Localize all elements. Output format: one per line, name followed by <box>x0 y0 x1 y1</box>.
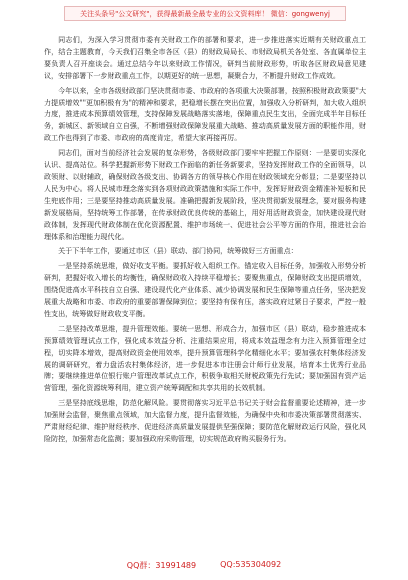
footer-qq-group: QQ群：31991489 <box>126 561 197 570</box>
paragraph-next-steps: 关于下半年工作，要通过市区（县）联动、部门协同，统筹做好三方面重点： <box>58 246 298 256</box>
footer-qq: QQ:535304092 <box>220 560 282 569</box>
paragraph-intro: 同志们，为深入学习贯彻市委有关财政工作的部署和要求，进一步推进落实近期有关财政重点工作，结合主题教育，今天我们召集全市各区（县）的财政局局长、市财政局机关各处室、各直属单位主要负责人召开座谈会。通过总结今年以来财政工作情况，研判当前财政形势，听取各区财政局意见建议，安排部署下一步财政重点工作，以期更好的统一思想，凝聚合力，不断提升财政工作成效。 <box>44 35 366 80</box>
paragraph-review: 今年以来，全市各级财政部门坚决贯彻市委、市政府的各项重大决策部署，按照积极财政政策要"大力提质增效""更加积极有为"的精神和要求，把稳增长摆在突出位置，加强收入分析研判，加大收入组织力度，推进成本预算绩效管理，支持保障发展战略落实落地，保障重点民生支出，全面完成半年目标任务，新城区、新领域自立自强，不断增强财政保障发展重大战略、推动高质量发展方面的职能作用，财政工作也得到了市委、市政府的高度肯定，希望大家再接再厉。 <box>44 85 366 143</box>
paragraph-principles: 同志们，面对当前经济社会发展的复杂形势，各级财政部门要牢牢把握工作原则：一是要切实深化认识、提高站位。科学把握新形势下财政工作面临的新任务新要求，坚持发挥财政工作的全面领导，以政领财、以财辅政，确保财政各级支出、协调各方的领导核心作用在财政领域充分彰显；二是要坚持以人民为中心。将人民城市理念落实到各项财政政策措施和实际工作中，发挥好财政资金精准补短板和民生兜底作用；三是要坚持推动高质量发展。准确把握新发展阶段，坚决贯彻新发展理念，要对服务构建新发展格局，坚持统筹工作部署，在传承财政优良传统的基础上，用好用活财政资金，加快建设现代财政体制，发挥现代财政体制在优化资源配置、维护市场统一、促进社会公平等方面的作用，推进社会治理体系和治理能力现代化。 <box>44 148 366 241</box>
paragraph-point-three: 三是坚持底线思维，防范化解风险。要贯彻落实习近平总书记关于财会监督重要论述精神，进一步加强财会监督，聚焦重点领域，加大监督力度，提升监督效能，为确保中央和市委决策部署贯彻落实、严肃财经纪律、维护财经秩序、促进经济高质量发展提供坚强保障；要防范化解财政运行风险，强化风险防控，加强常态化监测；要加强政府采购管理，切实规范政府购买服务行为。 <box>44 398 366 443</box>
top-banner: 关注头条号"公文研究"，获得最新最全最专业的公文资料库！ 微信：gongwenyj <box>64 6 346 21</box>
paragraph-point-one: 一是坚持系统思维，做好收支平衡。要抓好收入组织工作。锚定收入目标任务，加强收入形势分析研判，把握好收入增长的均衡性，确保财政收入持续平稳增长；要聚焦重点，保障财政支出提质增效，围绕促进高水平科技自立自强、建设现代化产业体系、减少协调发展和民生保障等重点任务，坚决把发展重大战略和市委、市政府的重要部署保障到位；要坚持有保有压，落实政府过紧日子要求，严控一般性支出，统筹做好财政收支平衡。 <box>44 261 366 318</box>
paragraph-point-two: 二是坚持改革思维，提升管理效能。要统一思想、形成合力，加强市区（县）联动，稳步推进成本预算绩效管理试点工作，强化成本效益分析、注重结果应用，将成本效益理念有力注入预算管理全过程，切实降本增效，提高财政资金使用效率，提升预算管理科学化精细化水平；要加强农村集体经济发展的调研研究，着力盘活农村集体经济，进一步促进本市注册会计师行业发展，培育本土优秀行业品牌；要继续推进单位银行账户管理改革试点工作，积极争取相关财税政策先行先试；要加强国有资产运营管理，强化资源统筹利用，建立资产统筹调配和共享共用的长效机制。 <box>44 323 366 393</box>
document-body <box>44 34 366 552</box>
footer-contact <box>0 560 408 572</box>
